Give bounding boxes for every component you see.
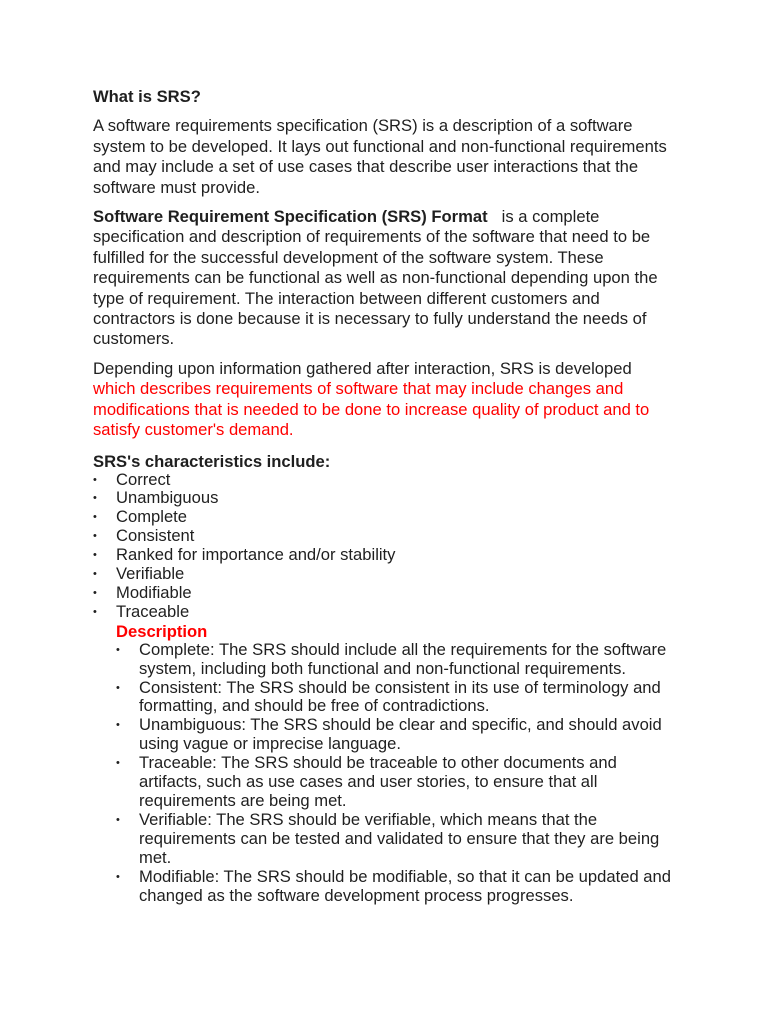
list-item: • Traceable (93, 603, 677, 622)
page-title: What is SRS? (93, 87, 201, 106)
format-paragraph-bold: Software Requirement Specification (SRS) Format (93, 207, 488, 227)
list-item: • Consistent (93, 527, 677, 546)
format-paragraph (93, 207, 677, 350)
interaction-paragraph-text: Depending upon information gathered after interaction, SRS is developed (93, 358, 632, 378)
list-item: • Consistent: The SRS should be consistent in its use of terminology and formatting, and should be free of contradictions. (139, 679, 677, 717)
list-item: • Unambiguous (93, 489, 677, 508)
list-item: • Complete: The SRS should include all the requirements for the software system, including both functional and non-functional requirements. (139, 641, 677, 679)
description-list (93, 641, 677, 906)
list-item: • Modifiable: The SRS should be modifiable, so that it can be updated and changed as the software development process progresses. (139, 868, 677, 906)
list-item: • Modifiable (93, 584, 677, 603)
document-content (93, 87, 677, 905)
list-item: • Complete (93, 508, 677, 527)
list-item: • Ranked for importance and/or stability (93, 546, 677, 565)
description-title: Description (116, 621, 208, 641)
interaction-paragraph (93, 359, 677, 441)
characteristics-heading: SRS's characteristics include: (93, 451, 331, 471)
list-item: • Verifiable (93, 565, 677, 584)
interaction-paragraph-red: which describes requirements of software that may include changes and modifications that is needed to be done to increase quality of product and to satisfy customer's demand. (93, 379, 650, 440)
characteristics-list (93, 471, 677, 622)
intro-paragraph: A software requirements specification (SRS) is a description of a software system to be developed. It lays out functional and non-functional requirements and may include a set of use cases that describe user interactions that the software must provide. (93, 116, 667, 197)
list-item: • Correct (93, 471, 677, 490)
list-item: • Verifiable: The SRS should be verifiable, which means that the requirements can be tested and validated to ensure that they are being met. (139, 811, 677, 868)
list-item: • Traceable: The SRS should be traceable to other documents and artifacts, such as use cases and user stories, to ensure that all requirements are being met. (139, 754, 677, 811)
list-item: • Unambiguous: The SRS should be clear and specific, and should avoid using vague or imprecise language. (139, 716, 677, 754)
format-paragraph-text: is a complete specification and description of requirements of the software that need to be fulfilled for the successful development of the software system. These requirements can be functional as well as non-functional depending upon the type of requirement. The interaction between different customers and contractors is done because it is necessary to fully understand the needs of customers. (93, 207, 658, 349)
